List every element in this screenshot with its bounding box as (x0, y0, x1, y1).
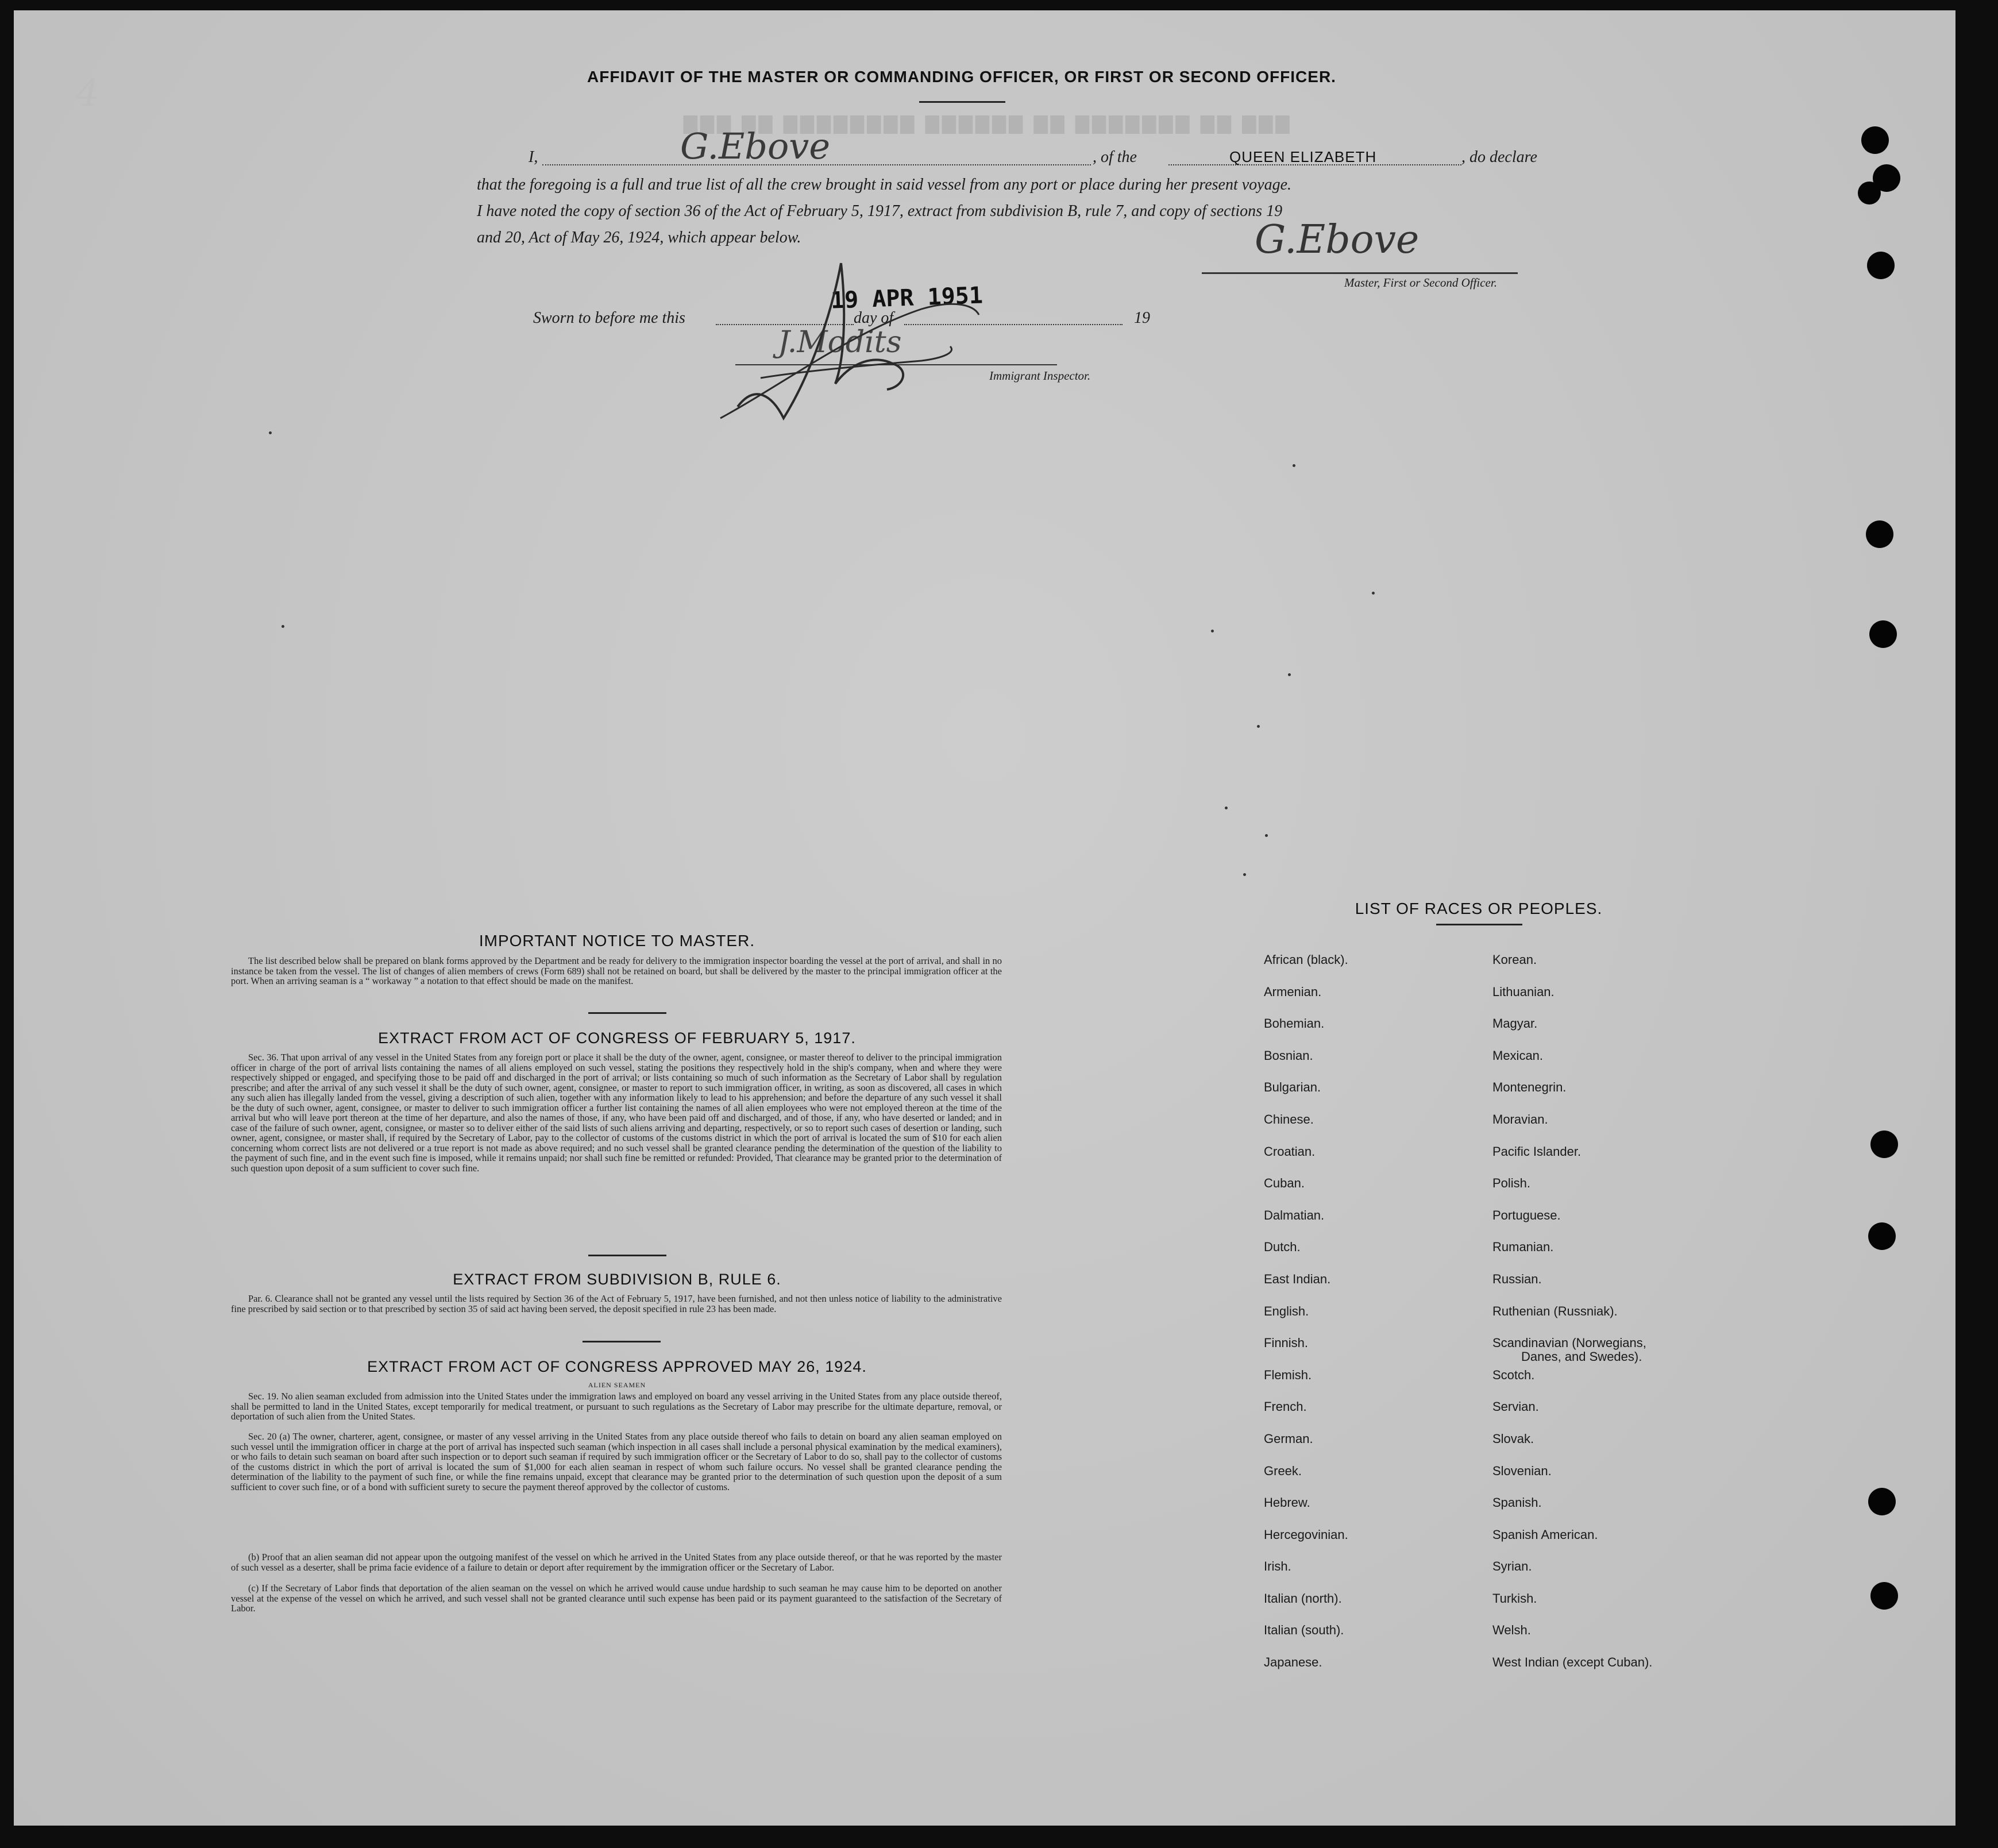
bleed-through-text: ▇▇▇ ▇▇ ▇▇▇▇▇▇▇ ▇▇ ▇▇▇▇▇▇ ▇▇▇▇▇▇▇▇ ▇▇ ▇▇▇ (680, 114, 1289, 133)
affidavit-line-2: that the foregoing is a full and true list of all the crew brought in said vessel from any port or place during her present voyage. (477, 176, 1292, 194)
section-divider (588, 1255, 666, 1256)
race-item: Scotch. (1492, 1367, 1535, 1382)
extract-1924-title: EXTRACT FROM ACT OF CONGRESS APPROVED MAY 26, 1924. (367, 1358, 867, 1375)
race-item: Flemish. (1264, 1367, 1312, 1382)
affidavit-i-label: I, (529, 148, 538, 166)
race-item: Armenian. (1264, 984, 1322, 999)
extract-1917-body: Sec. 36. That upon arrival of any vessel in the United States from any foreign port or place it shall be the duty of the owner, agent, consignee, or master thereof to deliver to the principal immigration officer in charge of the port of arrival lists containing the names of all aliens employed on such vessel, stating the positions they respectively hold in the ship's company, when and where they were respectively shipped or engaged, and specifying those to be paid off and discharged in the port of arrival; or lists containing so much of such information as the Secretary of Labor shall by regulation prescribe; and after the arrival of any such vessel it shall be the duty of such owner, agent, consignee, or master to report to such immigration officer, in writing, as soon as discovered, all cases in which any such alien has illegally landed from the vessel, giving a description of such alien, together with any information likely to lead to his apprehension; and before the departure of any such vessel it shall be the duty of such owner, agent, consignee, or master to deliver to such immigration officer a further list containing the names of all alien employees who were not employed thereon at the time of the arrival but who will leave port thereon at the time of her departure, and also the names of those, if any, who have been paid off and discharged, and of those, if any, who have deserted or landed; and in case of the failure of such owner, agent, consignee, or master so to deliver either of the said lists of such aliens arriving and departing, respectively, or so to report such cases of desertion or landing, such owner, agent, consignee, or master shall, if required by the Secretary of Labor, pay to the collector of customs of the customs district in which the port of arrival is located the sum of $10 for each alien concerning whom correct lists are not delivered or a true report is not made as above required; and no such vessel shall be granted clearance pending the determination of the question of the liability to the payment of such fine, and in the event such fine is imposed, while it remains unpaid; nor shall such fine be remitted or refunded: Provided, That clearance may be granted prior to the determination of such question upon deposit of a sum sufficient to cover such fine. (231, 1052, 1002, 1174)
race-item: French. (1264, 1399, 1307, 1414)
year-prefix: 19 (1134, 309, 1150, 327)
race-item: African (black). (1264, 952, 1348, 967)
vessel-name: QUEEN ELIZABETH (1229, 148, 1377, 165)
race-item: Slovak. (1492, 1431, 1534, 1446)
paper-speck (1265, 834, 1268, 837)
day-of-label: day of (854, 309, 894, 327)
margin-mark: 4 (76, 72, 99, 115)
race-item: Mexican. (1492, 1048, 1544, 1063)
master-signature-line (1202, 272, 1518, 274)
race-item: Italian (south). (1264, 1623, 1344, 1638)
officer-signature: G.Ebove (680, 125, 831, 167)
section-divider (583, 1341, 661, 1342)
important-notice-title: IMPORTANT NOTICE TO MASTER. (479, 932, 755, 950)
section-divider (588, 1012, 666, 1014)
affidavit-line-4: and 20, Act of May 26, 1924, which appear below. (477, 229, 801, 246)
race-item: Spanish American. (1492, 1527, 1598, 1542)
race-item: Lithuanian. (1492, 984, 1555, 999)
punch-hole (1867, 252, 1895, 279)
race-item: East Indian. (1264, 1271, 1331, 1286)
race-item: Bosnian. (1264, 1048, 1313, 1063)
punch-hole (1868, 1488, 1896, 1515)
inspector-signature-text: J.Modits (778, 325, 902, 360)
extract-1924-sec20a: Sec. 20 (a) The owner, charterer, agent, consignee, or master of any vessel arriving in the United States from any place outside thereof who fails to detain on board any alien seaman employed on such vessel until the immigration officer in charge at the port of arrival has inspected such seaman (which inspection in all cases shall include a personal physical examination by the medical examiners), or who fails to detain such seaman on board after such inspection or to deport such seaman if required by such immigration officer or the Secretary of Labor to do so, shall pay to the collector of customs of the customs district in which the port of arrival is located the sum of $1,000 for each alien seaman in respect of whom such failure occurs. No vessel shall be granted clearance pending the determination of the liability to the payment of such fine, or while the fine remains unpaid, except that clearance may be granted prior to the determination of such question upon the deposit of a sum sufficient to cover such fine, or of a bond with sufficient surety to secure the payment thereof approved by the collector of customs. (231, 1431, 1002, 1492)
race-item: Turkish. (1492, 1591, 1537, 1606)
races-title-underline (1436, 924, 1522, 925)
do-declare-label: , do declare (1461, 148, 1537, 166)
date-stamp: 19 APR 1951 (830, 282, 983, 314)
punch-hole (1866, 520, 1893, 548)
race-item: Greek. (1264, 1463, 1302, 1478)
important-notice-body: The list described below shall be prepared on blank forms approved by the Department and be ready for delivery to the immigration inspector boarding the vessel at the port of arrival, and shall in no instance be taken from the vessel. The list of changes of alien members of crews (Form 689) shall not be retained on board, but shall be delivered by the master to the principal immigration officer at the port. When an arriving seaman is a “ workaway ” a notation to that effect should be made on the manifest. (231, 955, 1002, 986)
punch-hole (1868, 1222, 1896, 1250)
race-item: Spanish. (1492, 1495, 1542, 1510)
race-item: Moravian. (1492, 1112, 1548, 1126)
race-item: Hebrew. (1264, 1495, 1310, 1510)
race-item: Dutch. (1264, 1240, 1301, 1255)
race-item: Hercegovinian. (1264, 1527, 1348, 1542)
master-signature: G.Ebove (1255, 217, 1420, 263)
race-item: Korean. (1492, 952, 1537, 967)
race-item: West Indian (except Cuban). (1492, 1655, 1653, 1670)
of-the-label: , of the (1093, 148, 1137, 166)
affidavit-title: AFFIDAVIT OF THE MASTER OR COMMANDING OFFICER, OR FIRST OR SECOND OFFICER. (587, 68, 1336, 86)
races-right-column (1492, 952, 1652, 1687)
punch-hole (1861, 126, 1889, 154)
race-item: Montenegrin. (1492, 1080, 1567, 1095)
race-item: Dalmatian. (1264, 1207, 1325, 1222)
document-page (14, 10, 1955, 1826)
race-item-continuation: Danes, and Swedes). (1521, 1349, 1642, 1364)
race-item: Finnish. (1264, 1336, 1309, 1351)
punch-hole (1870, 1582, 1898, 1610)
race-item: Polish. (1492, 1176, 1531, 1191)
extract-1924-sec20c: (c) If the Secretary of Labor finds that deportation of the alien seaman on the vessel on which he arrived would cause undue hardship to such seaman he may cause him to be deported on another vessel at the expense of the vessel on which he arrived, and such vessel shall not be granted clearance until such expense has been paid or its payment guaranteed to the satisfaction of the Secretary of Labor. (231, 1583, 1002, 1614)
race-item: Portuguese. (1492, 1207, 1561, 1222)
paper-speck (1288, 673, 1291, 676)
race-item: Welsh. (1492, 1623, 1531, 1638)
race-item: Cuban. (1264, 1176, 1305, 1191)
races-left-column (1264, 952, 1348, 1687)
races-title: LIST OF RACES OR PEOPLES. (1355, 900, 1603, 917)
race-item: German. (1264, 1431, 1313, 1446)
race-item: Bohemian. (1264, 1016, 1325, 1031)
race-item: Croatian. (1264, 1144, 1316, 1159)
race-item: Japanese. (1264, 1655, 1322, 1670)
paper-speck (1293, 464, 1295, 467)
paper-speck (1372, 592, 1375, 595)
extract-1924-sec19: Sec. 19. No alien seaman excluded from admission into the United States under the immigration laws and employed on board any vessel arriving in the United States from any place outside thereof, shall be permitted to land in the United States, except temporarily for medical treatment, or pursuant to such regulations as the Secretary of Labor may prescribe for the ultimate departure, removal, or deportation of such alien from the United States. (231, 1391, 1002, 1422)
extract-1917-title: EXTRACT FROM ACT OF CONGRESS OF FEBRUARY 5, 1917. (378, 1029, 856, 1047)
race-item: Pacific Islander. (1492, 1144, 1582, 1159)
paper-speck (1243, 873, 1246, 876)
race-item (1492, 1336, 1652, 1368)
punch-hole (1870, 1131, 1898, 1158)
race-item: Russian. (1492, 1271, 1542, 1286)
punch-hole (1858, 182, 1881, 205)
paper-speck (1211, 630, 1214, 632)
race-item: Syrian. (1492, 1559, 1532, 1574)
title-underline (919, 101, 1005, 103)
race-item: Slovenian. (1492, 1463, 1552, 1478)
race-item: Magyar. (1492, 1016, 1538, 1031)
inspector-caption: Immigrant Inspector. (989, 369, 1091, 383)
race-item: Chinese. (1264, 1112, 1314, 1126)
race-item: Rumanian. (1492, 1240, 1554, 1255)
race-item: Ruthenian (Russniak). (1492, 1303, 1618, 1318)
paper-speck (281, 625, 284, 628)
paper-speck (1257, 725, 1260, 728)
race-item: Irish. (1264, 1559, 1291, 1574)
race-item: Italian (north). (1264, 1591, 1342, 1606)
race-item: Servian. (1492, 1399, 1539, 1414)
punch-hole (1869, 620, 1897, 648)
extract-1924-sec20b: (b) Proof that an alien seaman did not appear upon the outgoing manifest of the vessel on which he arrived in the United States from any place outside thereof, or that he was reported by the master of such vessel as a deserter, shall be prima facie evidence of a failure to detain or deport after requirement by the immigration officer or the Secretary of Labor. (231, 1552, 1002, 1573)
sworn-label: Sworn to before me this (533, 309, 685, 327)
race-item: Bulgarian. (1264, 1080, 1321, 1095)
extract-1924-subtitle: ALIEN SEAMEN (588, 1381, 646, 1389)
master-caption: Master, First or Second Officer. (1344, 276, 1497, 290)
extract-rule6-body: Par. 6. Clearance shall not be granted any vessel until the lists required by Section 36 of the Act of February 5, 1917, have been furnished, and not then unless notice of liability to the administrative fine prescribed by said section or to that prescribed by section 35 of said act having been served, the deposit specified in rule 23 has been made. (231, 1293, 1002, 1314)
race-item: English. (1264, 1303, 1309, 1318)
paper-speck (1225, 807, 1228, 809)
paper-speck (269, 431, 272, 434)
race-item-text: Scandinavian (Norwegians, (1492, 1336, 1646, 1351)
affidavit-line-3: I have noted the copy of section 36 of the Act of February 5, 1917, extract from subdivision B, rule 7, and copy of sections 19 (477, 202, 1283, 220)
extract-rule6-title: EXTRACT FROM SUBDIVISION B, RULE 6. (453, 1271, 781, 1288)
